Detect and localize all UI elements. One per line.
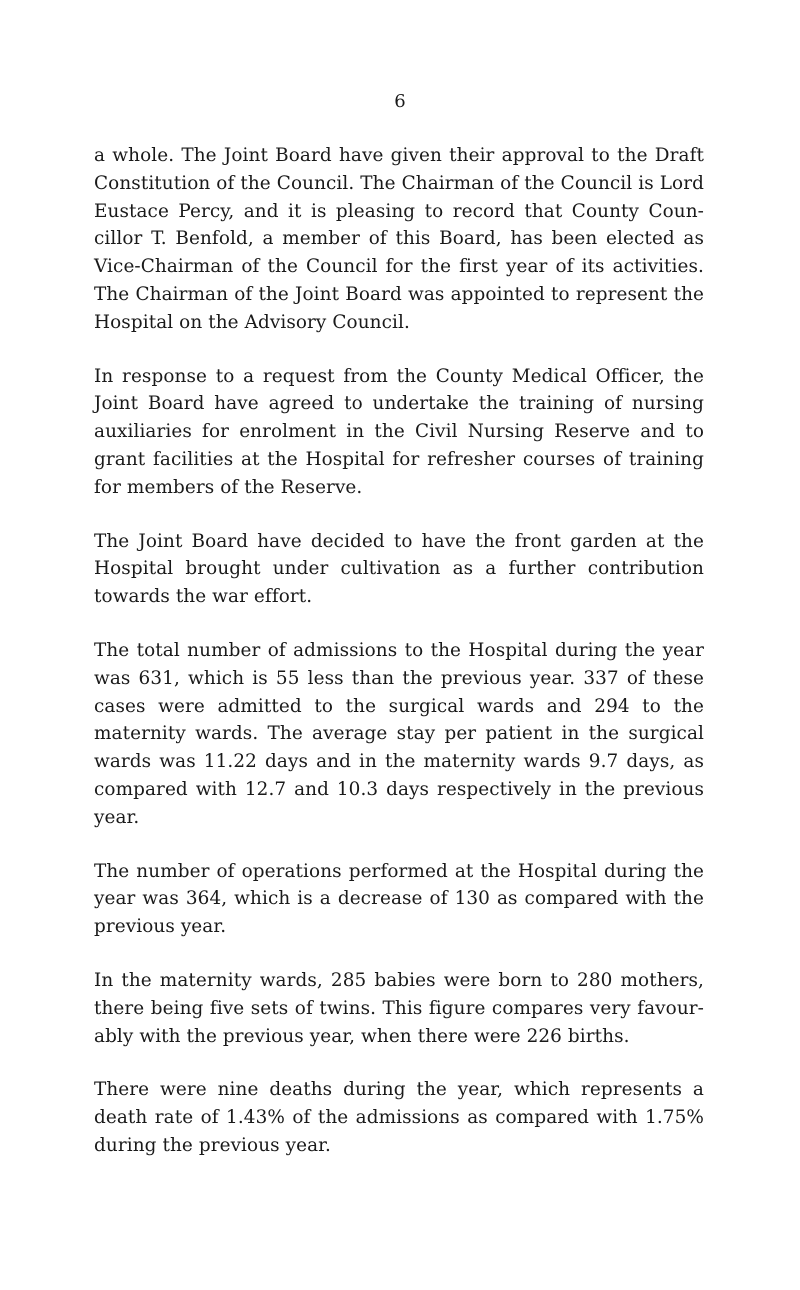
document-body	[94, 142, 704, 1186]
page-number: 6	[394, 91, 406, 112]
paragraph-front-garden: The Joint Board have decided to have the front garden at the Hospital brought under cultivation as a further contribution towards the war effort.	[94, 530, 704, 608]
paragraph-death-rate: There were nine deaths during the year, which represents a death rate of 1.43% of the admissions as compared with 1.75% during the previous year.	[94, 1079, 704, 1156]
paragraph-advisory-council: a whole. The Joint Board have given their approval to the Draft Constitution of the Council. The Chairman of the Council is Lord Eustace Percy, and it is pleasing to record that County Coun-cillor T. Benfold, a member of this Board, has been elected as Vice-Chairman of the Council for the first year of its activities. The Chairman of the Joint Board was appointed to represent the Hospital on the Advisory Council.	[94, 145, 704, 333]
paragraph-admissions: The total number of admissions to the Hospital during the year was 631, which is 55 less than the previous year. 337 of these cases were admitted to the surgical wards and 294 to the maternity wards. The average stay per patient in the surgical wards was 11.22 days and in the maternity wards 9.7 days, as compared with 12.7 and 10.3 days respectively in the previous year.	[94, 639, 704, 828]
paragraph-operations: The number of operations performed at the Hospital during the year was 364, which is a decrease of 130 as compared with the previous year.	[94, 860, 704, 938]
paragraph-maternity-births: In the maternity wards, 285 babies were born to 280 mothers, there being five sets of twins. This figure compares very favour-ably with the previous year, when there were 226 births.	[94, 969, 704, 1047]
paragraph-nursing-reserve: In response to a request from the County Medical Officer, the Joint Board have agreed to undertake the training of nursing auxiliaries for enrolment in the Civil Nursing Reserve and to grant facilities at the Hospital for refresher courses of training for members of the Reserve.	[94, 365, 704, 498]
